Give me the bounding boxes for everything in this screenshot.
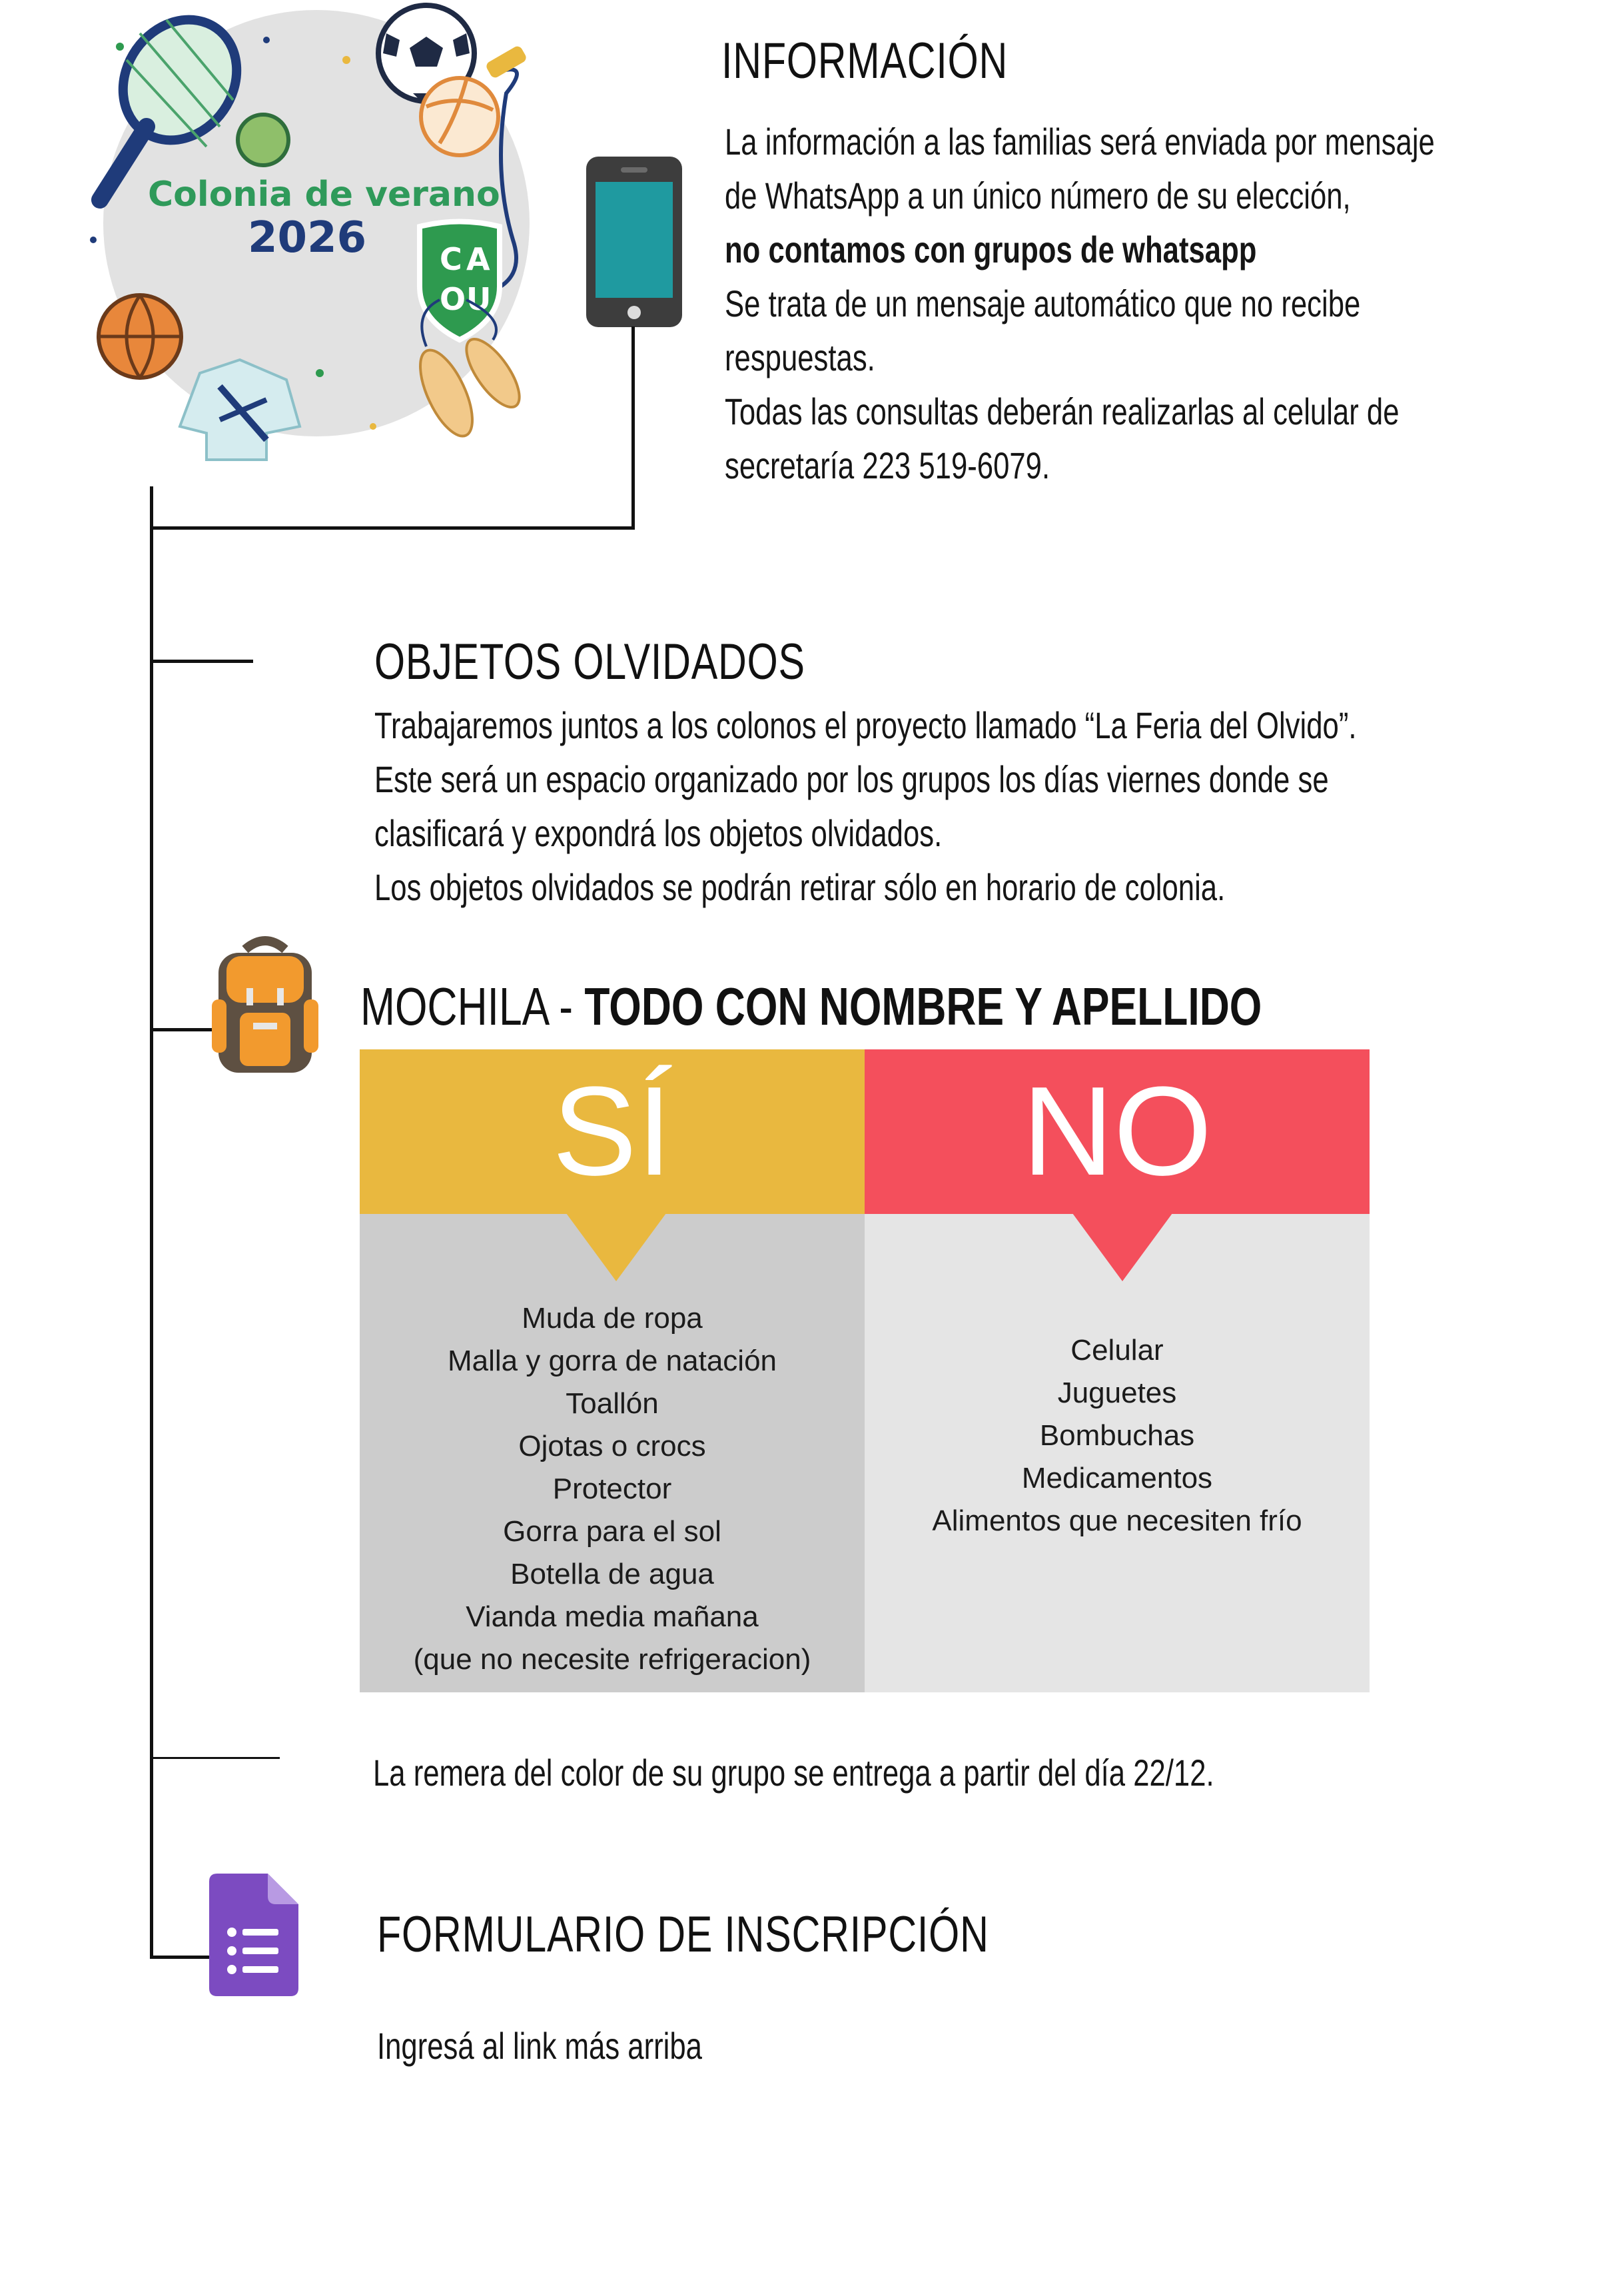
informacion-line: secretaría 223 519-6079.: [725, 444, 1050, 486]
connector-mochila: [150, 1028, 216, 1031]
si-label: SÍ: [552, 1061, 672, 1202]
informacion-line: no contamos con grupos de whatsapp: [725, 229, 1257, 271]
objetos-heading: OBJETOS OLVIDADOS: [374, 634, 805, 690]
si-item: Toallón: [566, 1387, 659, 1420]
si-item: Ojotas o crocs: [518, 1430, 706, 1462]
svg-text:U: U: [466, 281, 492, 317]
connector-objetos: [150, 660, 253, 663]
colonia-logo: [67, 0, 546, 480]
si-item: Botella de agua: [510, 1558, 714, 1590]
volleyball-icon: [421, 78, 498, 155]
remera-text: [373, 1746, 1214, 1800]
informacion-line: Se trata de un mensaje automático que no recibe: [725, 283, 1361, 324]
si-item: Muda de ropa: [522, 1302, 703, 1335]
objetos-line: Este será un espacio organizado por los grupos los días viernes donde se: [374, 758, 1329, 800]
si-arrow: [566, 1213, 666, 1281]
informacion-line: respuestas.: [725, 336, 875, 378]
logo-title: Colonia de verano: [148, 175, 500, 215]
formulario-link-text[interactable]: Ingresá al link más arriba: [377, 2025, 702, 2067]
informacion-line: Todas las consultas deberán realizarlas al celular de: [725, 390, 1400, 432]
connector-info-horizontal: [150, 526, 635, 530]
svg-text:A: A: [466, 241, 490, 277]
no-list: [865, 1329, 1370, 1542]
informacion-line: La información a las familias será enviada por mensaje: [725, 121, 1435, 163]
timeline-vertical: [150, 486, 153, 1959]
no-label: NO: [1022, 1061, 1212, 1202]
objetos-line: Trabajaremos juntos a los colonos el proyecto llamado “La Feria del Olvido”.: [374, 704, 1357, 746]
no-item: Juguetes: [1057, 1377, 1177, 1409]
si-list: [360, 1297, 865, 1681]
si-item: Gorra para el sol: [503, 1515, 721, 1548]
mochila-heading: [360, 976, 1262, 1037]
no-item: Alimentos que necesiten frío: [932, 1504, 1302, 1537]
no-item: Medicamentos: [1021, 1462, 1213, 1494]
si-item: Protector: [552, 1472, 672, 1505]
remera-line: La remera del color de su grupo se entrega a partir del día 22/12.: [373, 1752, 1214, 1794]
informacion-line: de WhatsApp a un único número de su elección,: [725, 175, 1351, 217]
svg-text:C: C: [440, 241, 462, 277]
basketball-icon: [99, 295, 181, 378]
connector-formulario: [150, 1956, 213, 1959]
si-header: [360, 1049, 865, 1214]
backpack-icon: [212, 936, 318, 1076]
kimono-icon: [180, 360, 300, 460]
mochila-heading-prefix: MOCHILA -: [360, 977, 585, 1036]
svg-text:O: O: [440, 281, 466, 317]
mochila-heading-bold: TODO CON NOMBRE Y APELLIDO: [584, 977, 1262, 1036]
no-item: Celular: [1070, 1334, 1164, 1367]
club-shield-icon: [420, 222, 500, 340]
no-arrow: [1072, 1213, 1172, 1281]
informacion-text: [725, 115, 1435, 492]
formulario-text: [377, 2019, 702, 2073]
tennis-racket-icon: [100, 0, 288, 200]
si-item: Malla y gorra de natación: [447, 1345, 777, 1377]
informacion-heading: INFORMACIÓN: [721, 33, 1009, 89]
objetos-text: [374, 698, 1357, 914]
connector-phone-vertical: [631, 326, 635, 530]
objetos-line: clasificará y expondrá los objetos olvidados.: [374, 812, 943, 854]
formulario-heading: FORMULARIO DE INSCRIPCIÓN: [377, 1906, 989, 1963]
google-forms-icon[interactable]: [209, 1874, 298, 1996]
si-body: [360, 1214, 865, 1692]
si-item: (que no necesite refrigeracion): [413, 1643, 811, 1676]
connector-remera: [150, 1757, 280, 1759]
logo-year: 2026: [248, 213, 367, 263]
no-item: Bombuchas: [1039, 1419, 1195, 1452]
si-item: Vianda media mañana: [466, 1600, 759, 1633]
objetos-line: Los objetos olvidados se podrán retirar sólo en horario de colonia.: [374, 866, 1226, 908]
no-header: [865, 1049, 1370, 1214]
phone-icon: [586, 157, 682, 327]
no-body: [865, 1214, 1370, 1692]
